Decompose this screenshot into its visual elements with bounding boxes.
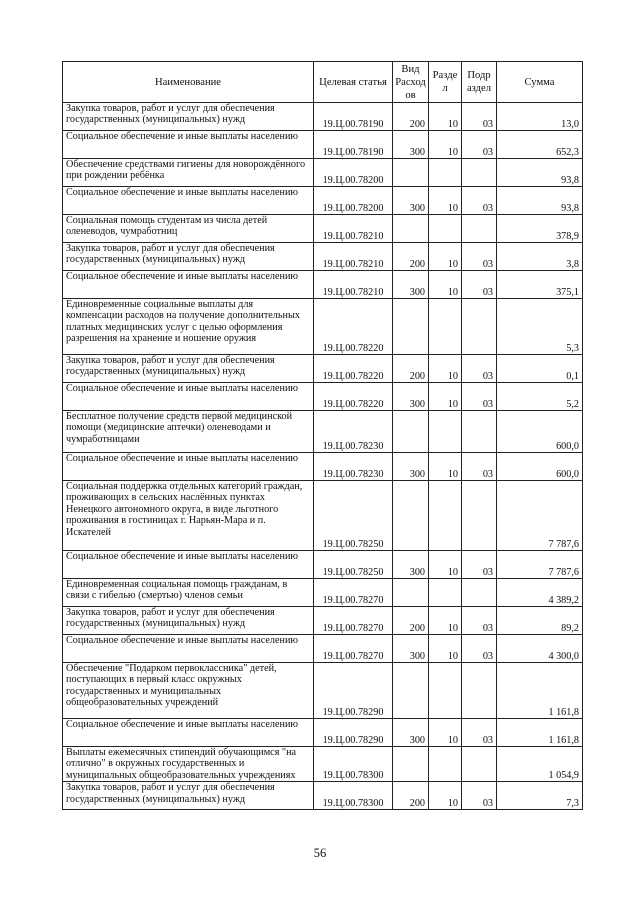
cell-subsection (462, 579, 497, 607)
cell-expense-type (393, 159, 429, 187)
cell-amount: 7 787,6 (497, 551, 583, 579)
cell-expense-type: 300 (393, 383, 429, 411)
cell-amount: 1 161,8 (497, 663, 583, 719)
cell-expense-type (393, 481, 429, 551)
cell-name: Единовременная социальная помощь гражданам, в связи с гибелью (смертью) членов семьи (63, 579, 314, 607)
cell-section (429, 299, 462, 355)
cell-section (429, 411, 462, 453)
cell-target-article: 19.Ц.00.78210 (314, 271, 393, 299)
cell-expense-type: 200 (393, 103, 429, 131)
table-row (63, 299, 583, 355)
cell-section (429, 215, 462, 243)
cell-target-article: 19.Ц.00.78190 (314, 131, 393, 159)
table-row (63, 551, 583, 579)
cell-section: 10 (429, 551, 462, 579)
cell-amount: 5,3 (497, 299, 583, 355)
cell-section: 10 (429, 453, 462, 481)
cell-name: Закупка товаров, работ и услуг для обеспечения государственных (муниципальных) нужд (63, 782, 314, 810)
cell-subsection: 03 (462, 355, 497, 383)
cell-section: 10 (429, 103, 462, 131)
cell-expense-type (393, 747, 429, 782)
cell-expense-type (393, 663, 429, 719)
cell-section: 10 (429, 383, 462, 411)
cell-section (429, 663, 462, 719)
cell-amount: 7,3 (497, 782, 583, 810)
header-subsection: Подр аздел (462, 62, 497, 103)
page-number: 56 (313, 846, 327, 860)
cell-name: Социальное обеспечение и иные выплаты населению (63, 271, 314, 299)
cell-name: Социальное обеспечение и иные выплаты населению (63, 383, 314, 411)
cell-amount: 378,9 (497, 215, 583, 243)
cell-target-article: 19.Ц.00.78250 (314, 551, 393, 579)
cell-expense-type (393, 579, 429, 607)
cell-subsection: 03 (462, 103, 497, 131)
cell-amount: 93,8 (497, 187, 583, 215)
cell-subsection: 03 (462, 453, 497, 481)
cell-amount: 0,1 (497, 355, 583, 383)
table-row (63, 271, 583, 299)
cell-expense-type (393, 411, 429, 453)
cell-expense-type: 300 (393, 131, 429, 159)
cell-target-article: 19.Ц.00.78220 (314, 299, 393, 355)
cell-amount: 13,0 (497, 103, 583, 131)
table-row (63, 782, 583, 810)
cell-expense-type: 300 (393, 635, 429, 663)
cell-amount: 652,3 (497, 131, 583, 159)
cell-expense-type: 200 (393, 243, 429, 271)
cell-name: Социальное обеспечение и иные выплаты населению (63, 719, 314, 747)
table-row (63, 383, 583, 411)
cell-target-article: 19.Ц.00.78200 (314, 159, 393, 187)
cell-subsection: 03 (462, 635, 497, 663)
cell-name: Единовременные социальные выплаты для компенсации расходов на получение дополнительных платных медицинских услуг с целью оформления разрешения на хранение и ношение оружия (63, 299, 314, 355)
cell-section: 10 (429, 355, 462, 383)
cell-target-article: 19.Ц.00.78300 (314, 747, 393, 782)
cell-subsection: 03 (462, 271, 497, 299)
cell-name: Выплаты ежемесячных стипендий обучающимся "на отлично" в окружных государственных и муниципальных общеобразовательных учреждениях (63, 747, 314, 782)
cell-section (429, 747, 462, 782)
cell-subsection: 03 (462, 383, 497, 411)
cell-target-article: 19.Ц.00.78220 (314, 355, 393, 383)
cell-expense-type: 200 (393, 607, 429, 635)
cell-subsection (462, 481, 497, 551)
table-row (63, 635, 583, 663)
table-row (63, 215, 583, 243)
table-row (63, 481, 583, 551)
budget-table (62, 61, 583, 810)
cell-name: Закупка товаров, работ и услуг для обеспечения государственных (муниципальных) нужд (63, 355, 314, 383)
cell-amount: 4 300,0 (497, 635, 583, 663)
cell-name: Социальное обеспечение и иные выплаты населению (63, 551, 314, 579)
cell-section (429, 579, 462, 607)
table-body (63, 103, 583, 810)
cell-amount: 4 389,2 (497, 579, 583, 607)
cell-expense-type: 300 (393, 187, 429, 215)
table-row (63, 355, 583, 383)
cell-target-article: 19.Ц.00.78250 (314, 481, 393, 551)
table-row (63, 103, 583, 131)
table-row (63, 719, 583, 747)
cell-section (429, 481, 462, 551)
cell-subsection: 03 (462, 607, 497, 635)
cell-subsection: 03 (462, 719, 497, 747)
cell-expense-type: 200 (393, 782, 429, 810)
cell-target-article: 19.Ц.00.78270 (314, 635, 393, 663)
cell-name: Социальное обеспечение и иные выплаты населению (63, 635, 314, 663)
header-expense-type: Вид Расход ов (393, 62, 429, 103)
table-row (63, 131, 583, 159)
header-name: Наименование (63, 62, 314, 103)
table-row (63, 453, 583, 481)
cell-subsection: 03 (462, 243, 497, 271)
cell-expense-type: 200 (393, 355, 429, 383)
cell-expense-type: 300 (393, 719, 429, 747)
cell-target-article: 19.Ц.00.78270 (314, 579, 393, 607)
cell-name: Социальное обеспечение и иные выплаты населению (63, 131, 314, 159)
cell-target-article: 19.Ц.00.78220 (314, 383, 393, 411)
cell-name: Закупка товаров, работ и услуг для обеспечения государственных (муниципальных) нужд (63, 103, 314, 131)
table-row (63, 187, 583, 215)
cell-subsection (462, 663, 497, 719)
cell-amount: 600,0 (497, 453, 583, 481)
cell-name: Социальное обеспечение и иные выплаты населению (63, 187, 314, 215)
cell-expense-type: 300 (393, 271, 429, 299)
cell-name: Обеспечение средствами гигиены для новорождённого при рождении ребёнка (63, 159, 314, 187)
cell-target-article: 19.Ц.00.78270 (314, 607, 393, 635)
cell-target-article: 19.Ц.00.78200 (314, 187, 393, 215)
cell-expense-type: 300 (393, 551, 429, 579)
cell-target-article: 19.Ц.00.78210 (314, 243, 393, 271)
cell-amount: 5,2 (497, 383, 583, 411)
cell-amount: 1 054,9 (497, 747, 583, 782)
cell-name: Социальная помощь студентам из числа детей оленеводов, чумработниц (63, 215, 314, 243)
cell-section (429, 159, 462, 187)
cell-section: 10 (429, 243, 462, 271)
cell-target-article: 19.Ц.00.78210 (314, 215, 393, 243)
table-row (63, 159, 583, 187)
cell-subsection (462, 747, 497, 782)
cell-amount: 375,1 (497, 271, 583, 299)
cell-section: 10 (429, 607, 462, 635)
cell-section: 10 (429, 271, 462, 299)
cell-amount: 89,2 (497, 607, 583, 635)
table-row (63, 747, 583, 782)
cell-amount: 1 161,8 (497, 719, 583, 747)
cell-name: Закупка товаров, работ и услуг для обеспечения государственных (муниципальных) нужд (63, 607, 314, 635)
cell-subsection (462, 299, 497, 355)
cell-target-article: 19.Ц.00.78290 (314, 719, 393, 747)
header-target-article: Целевая статья (314, 62, 393, 103)
cell-expense-type (393, 215, 429, 243)
cell-target-article: 19.Ц.00.78290 (314, 663, 393, 719)
cell-expense-type: 300 (393, 453, 429, 481)
cell-expense-type (393, 299, 429, 355)
cell-name: Социальное обеспечение и иные выплаты населению (63, 453, 314, 481)
cell-amount: 7 787,6 (497, 481, 583, 551)
table-row (63, 607, 583, 635)
table-row (63, 579, 583, 607)
cell-subsection (462, 215, 497, 243)
table-header-row (63, 62, 583, 103)
cell-name: Закупка товаров, работ и услуг для обеспечения государственных (муниципальных) нужд (63, 243, 314, 271)
cell-name: Социальная поддержка отдельных категорий граждан, проживающих в сельских наслённых пунктах Ненецкого автономного округа, в виде льготного проживания в гостиницах г. Нарьян-Мара и п. Искателей (63, 481, 314, 551)
header-amount: Сумма (497, 62, 583, 103)
cell-section: 10 (429, 187, 462, 215)
cell-subsection: 03 (462, 187, 497, 215)
table-row (63, 243, 583, 271)
cell-section: 10 (429, 719, 462, 747)
cell-section: 10 (429, 635, 462, 663)
cell-target-article: 19.Ц.00.78190 (314, 103, 393, 131)
cell-section: 10 (429, 782, 462, 810)
cell-subsection (462, 411, 497, 453)
header-section: Разде л (429, 62, 462, 103)
cell-subsection (462, 159, 497, 187)
cell-name: Обеспечение "Подарком первоклассника" детей, поступающих в первый класс окружных государственных и муниципальных общеобразовательных учреждений (63, 663, 314, 719)
cell-subsection: 03 (462, 782, 497, 810)
cell-amount: 93,8 (497, 159, 583, 187)
cell-amount: 600,0 (497, 411, 583, 453)
cell-section: 10 (429, 131, 462, 159)
cell-target-article: 19.Ц.00.78230 (314, 411, 393, 453)
cell-subsection: 03 (462, 131, 497, 159)
cell-target-article: 19.Ц.00.78300 (314, 782, 393, 810)
cell-target-article: 19.Ц.00.78230 (314, 453, 393, 481)
cell-subsection: 03 (462, 551, 497, 579)
cell-name: Бесплатное получение средств первой медицинской помощи (медицинские аптечки) оленеводами и чумработницами (63, 411, 314, 453)
table-row (63, 411, 583, 453)
cell-amount: 3,8 (497, 243, 583, 271)
table-row (63, 663, 583, 719)
